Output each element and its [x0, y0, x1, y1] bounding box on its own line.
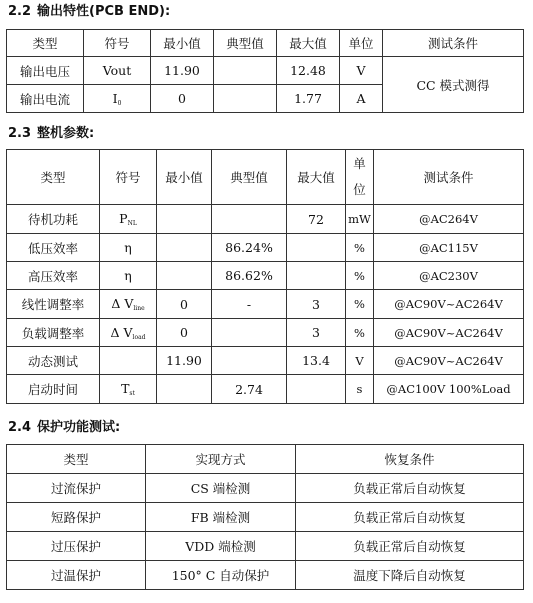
cell-min [157, 234, 212, 262]
cell-symbol [100, 319, 157, 347]
cell-condition: @AC100V 100%Load [374, 375, 524, 404]
cell-typ [212, 319, 287, 347]
symbol-main: Δ V [110, 324, 133, 340]
header-cell: 最小值 [157, 150, 212, 205]
symbol-subscript: st [129, 390, 135, 397]
header-cell: 符号 [84, 30, 151, 57]
cell-condition: CC 模式测得 [383, 57, 524, 113]
cell-typ: 86.24% [212, 234, 287, 262]
cell-type: 启动时间 [7, 375, 100, 404]
cell-max: 1.77 [277, 85, 340, 113]
table-row [7, 503, 524, 532]
cell-type: 过压保护 [7, 532, 146, 561]
header-cell: 恢复条件 [296, 445, 524, 474]
cell-condition: @AC90V~AC264V [374, 347, 524, 375]
header-cell: 典型值 [212, 150, 287, 205]
cell-unit: s [346, 375, 374, 404]
header-cell: 类型 [7, 445, 146, 474]
section-number: 2.4 [8, 420, 32, 435]
cell-recovery: 负载正常后自动恢复 [296, 474, 524, 503]
output-characteristics-table [6, 29, 524, 113]
header-cell: 实现方式 [146, 445, 296, 474]
cell-type: 待机功耗 [7, 205, 100, 234]
cell-type: 输出电流 [7, 85, 84, 113]
cell-type: 负载调整率 [7, 319, 100, 347]
cell-symbol [100, 234, 157, 262]
unit-parameters-table [6, 149, 524, 205]
cell-typ [214, 85, 277, 113]
section-title: 保护功能测试: [37, 420, 121, 435]
cell-max [287, 234, 346, 262]
cell-unit: % [346, 262, 374, 290]
header-cell: 最小值 [151, 30, 214, 57]
cell-type: 短路保护 [7, 503, 146, 532]
cell-method: CS 端检测 [146, 474, 296, 503]
table-row [7, 57, 524, 85]
table-header-row [7, 150, 524, 205]
cell-unit: A [340, 85, 383, 113]
cell-condition: @AC264V [374, 205, 524, 234]
cell-recovery: 温度下降后自动恢复 [296, 561, 524, 590]
section-number: 2.2 [8, 4, 32, 19]
header-cell [346, 150, 374, 205]
header-cell: 测试条件 [374, 150, 524, 205]
header-cell: 最大值 [277, 30, 340, 57]
cell-typ [212, 205, 287, 234]
cell-method: VDD 端检测 [146, 532, 296, 561]
table-header-row [7, 445, 524, 474]
cell-min: 0 [157, 290, 212, 319]
cell-symbol [84, 85, 151, 113]
cell-min [157, 262, 212, 290]
cell-recovery: 负载正常后自动恢复 [296, 532, 524, 561]
cell-condition: @AC230V [374, 262, 524, 290]
cell-typ: 86.62% [212, 262, 287, 290]
cell-condition: @AC90V~AC264V [374, 319, 524, 347]
header-cell: 测试条件 [383, 30, 524, 57]
cell-type: 线性调整率 [7, 290, 100, 319]
cell-type: 过流保护 [7, 474, 146, 503]
cell-min [157, 205, 212, 234]
cell-unit: V [346, 347, 374, 375]
cell-type: 低压效率 [7, 234, 100, 262]
section-number: 2.3 [8, 126, 32, 141]
cell-max: 12.48 [277, 57, 340, 85]
symbol-main: η [124, 268, 132, 283]
symbol-main: I [112, 90, 118, 106]
cell-max: 3 [287, 319, 346, 347]
cell-unit: % [346, 234, 374, 262]
cell-typ [212, 347, 287, 375]
symbol-subscript: load [132, 333, 146, 341]
header-cell: 最大值 [287, 150, 346, 205]
section-heading-2-2 [8, 4, 170, 20]
cell-symbol [100, 205, 157, 234]
cell-type: 过温保护 [7, 561, 146, 590]
cell-max: 3 [287, 290, 346, 319]
table-row [7, 319, 524, 347]
section-title: 整机参数: [37, 126, 95, 141]
header-cell: 类型 [7, 30, 84, 57]
header-unit-line1: 单 [353, 156, 366, 171]
table-row [7, 290, 524, 319]
cell-min: 0 [157, 319, 212, 347]
table-header-row [7, 30, 524, 57]
cell-min: 0 [151, 85, 214, 113]
cell-max [287, 262, 346, 290]
table-row [7, 234, 524, 262]
table-row [7, 205, 524, 234]
cell-typ: - [212, 290, 287, 319]
cell-method: FB 端检测 [146, 503, 296, 532]
cell-symbol [100, 375, 157, 404]
table-row [7, 561, 524, 590]
cell-max [287, 375, 346, 404]
cell-type: 输出电压 [7, 57, 84, 85]
table-row [7, 262, 524, 290]
cell-condition: @AC115V [374, 234, 524, 262]
cell-unit: mW [346, 205, 374, 234]
cell-symbol: Vout [84, 57, 151, 85]
cell-min: 11.90 [157, 347, 212, 375]
cell-symbol [100, 347, 157, 375]
cell-symbol [100, 262, 157, 290]
header-cell: 类型 [7, 150, 100, 205]
header-cell: 典型值 [214, 30, 277, 57]
table-row [7, 347, 524, 375]
cell-unit: % [346, 290, 374, 319]
symbol-subscript: line [133, 305, 145, 312]
symbol-subscript: NL [127, 220, 137, 227]
symbol-main: T [121, 381, 130, 396]
header-cell: 符号 [100, 150, 157, 205]
cell-unit: % [346, 319, 374, 347]
cell-min [157, 375, 212, 404]
cell-unit: V [340, 57, 383, 85]
symbol-subscript: 0 [117, 99, 122, 107]
cell-type: 动态测试 [7, 347, 100, 375]
symbol-main: Δ V [111, 296, 134, 311]
section-title: 输出特性(PCB END): [37, 4, 171, 19]
table-row [7, 375, 524, 404]
cell-method: 150° C 自动保护 [146, 561, 296, 590]
cell-condition: @AC90V~AC264V [374, 290, 524, 319]
section-heading-2-4 [8, 420, 120, 436]
protection-function-table [6, 444, 524, 590]
cell-symbol [100, 290, 157, 319]
header-unit-line2: 位 [353, 182, 366, 197]
header-cell: 单位 [340, 30, 383, 57]
section-heading-2-3 [8, 126, 94, 142]
cell-max: 13.4 [287, 347, 346, 375]
cell-max: 72 [287, 205, 346, 234]
cell-type: 高压效率 [7, 262, 100, 290]
table-row [7, 474, 524, 503]
symbol-main: η [124, 240, 132, 255]
table-row [7, 532, 524, 561]
cell-recovery: 负载正常后自动恢复 [296, 503, 524, 532]
cell-typ: 2.74 [212, 375, 287, 404]
cell-typ [214, 57, 277, 85]
cell-min: 11.90 [151, 57, 214, 85]
unit-parameters-body [6, 204, 524, 404]
symbol-main: P [119, 211, 128, 226]
